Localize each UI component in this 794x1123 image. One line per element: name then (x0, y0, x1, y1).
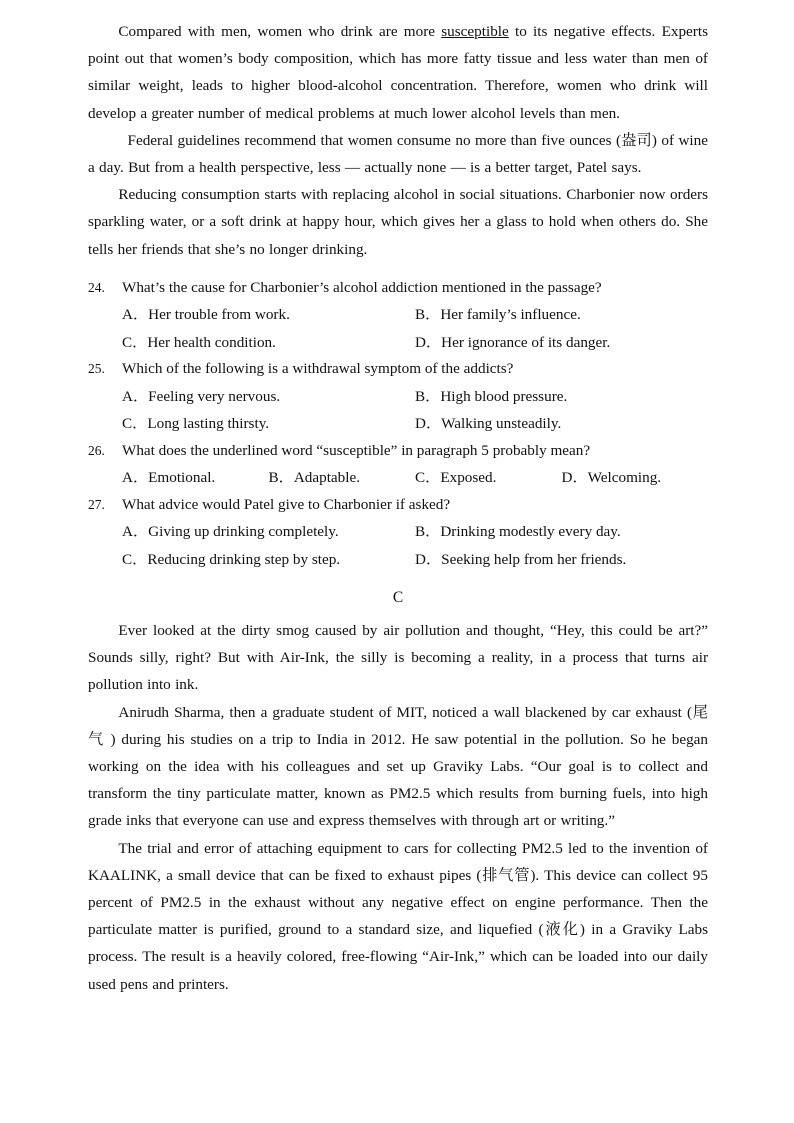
question-number: 25. (88, 361, 105, 377)
question-24 (88, 275, 708, 302)
paragraph-air-ink-intro: Ever looked at the dirty smog caused by air pollution and thought, “Hey, this could be art?” Sounds silly, right? But with Air-Ink, the silly is becoming a reality, in a process that turns air pollution into ink. (88, 622, 708, 694)
option-b[interactable]: B．High blood pressure. (415, 387, 568, 405)
paragraph-susceptible (88, 18, 708, 127)
question-stem: Which of the following is a withdrawal symptom of the addicts? (122, 360, 514, 378)
paragraph-guidelines: Federal guidelines recommend that women consume no more than five ounces (盎司) of wine a day. But from a health perspective, less — actually none — is a better target, Patel says. (88, 131, 708, 177)
option-c[interactable]: C．Reducing drinking step by step. (122, 550, 341, 568)
options-row (88, 464, 708, 491)
question-27 (88, 492, 708, 519)
underlined-word: susceptible (441, 23, 509, 40)
option-a[interactable]: A．Her trouble from work. (122, 306, 290, 324)
question-number: 24. (88, 279, 105, 295)
paragraph-reducing: Reducing consumption starts with replacing alcohol in social situations. Charbonier now orders sparkling water, or a soft drink at happy hour, which gives her a glass to hold when others do. She tells her friends that she’s no longer drinking. (88, 186, 708, 258)
options-row (88, 546, 708, 573)
options-row (88, 383, 708, 410)
option-c[interactable]: C．Long lasting thirsty. (122, 415, 270, 433)
questions-block (88, 275, 708, 573)
section-heading: C (392, 589, 404, 607)
option-a[interactable]: A．Emotional. (122, 469, 216, 487)
option-b[interactable]: B．Her family’s influence. (415, 306, 581, 324)
option-a[interactable]: A．Giving up drinking completely. (122, 523, 339, 541)
question-25 (88, 356, 708, 383)
option-b[interactable]: B．Drinking modestly every day. (415, 523, 621, 541)
option-d[interactable]: D．Walking unsteadily. (415, 415, 562, 433)
question-stem: What’s the cause for Charbonier’s alcohol addiction mentioned in the passage? (122, 278, 602, 296)
option-d[interactable]: D．Seeking help from her friends. (415, 550, 627, 568)
paragraph-anirudh-sharma: Anirudh Sharma, then a graduate student of MIT, noticed a wall blackened by car exhaust (尾 气 ) during his studies on a trip to India in 2012. He saw potential in the pollution. So he began working on the idea with his colleagues and set up Graviky Labs. “Our goal is to collect and transform the tiny particulate matter, known as PM2.5 which results from burning fuels, into high grade inks that everyone can use and express themselves with through art or writing.” (88, 703, 708, 830)
exam-page (88, 18, 708, 998)
question-stem: What advice would Patel give to Charbonier if asked? (122, 495, 451, 513)
option-c[interactable]: C．Her health condition. (122, 333, 276, 351)
option-c[interactable]: C．Exposed. (415, 469, 497, 487)
option-d[interactable]: D．Her ignorance of its danger. (415, 333, 611, 351)
options-row (88, 329, 708, 356)
options-row (88, 301, 708, 328)
options-row (88, 518, 708, 545)
question-stem: What does the underlined word “susceptible” in paragraph 5 probably mean? (122, 441, 591, 459)
options-row (88, 410, 708, 437)
question-number: 27. (88, 496, 105, 512)
paragraph-text: to its negative effects. Experts point out that women’s body composition, which has more fatty tissue and less water than men of similar weight, leads to higher blood-alcohol concentration. Therefore, women who drink will develop a greater number of medical problems at much lower alcohol levels than men. (88, 23, 708, 122)
question-number: 26. (88, 442, 105, 458)
paragraph-kaalink: The trial and error of attaching equipment to cars for collecting PM2.5 led to the invention of KAALINK, a small device that can be fixed to exhaust pipes (排气管). This device can collect 95 percent of PM2.5 in the exhaust without any negative effect on engine performance. Then the particulate matter is purified, ground to a standard size, and liquefied (液化) in a Graviky Labs process. The result is a heavily colored, free-flowing “Air-Ink,” which can be loaded into our daily used pens and printers. (88, 839, 708, 993)
option-d[interactable]: D．Welcoming. (561, 469, 662, 487)
option-b[interactable]: B．Adaptable. (268, 469, 361, 487)
question-26 (88, 438, 708, 465)
paragraph-text: Compared with men, women who drink are more (118, 23, 442, 40)
option-a[interactable]: A．Feeling very nervous. (122, 387, 281, 405)
